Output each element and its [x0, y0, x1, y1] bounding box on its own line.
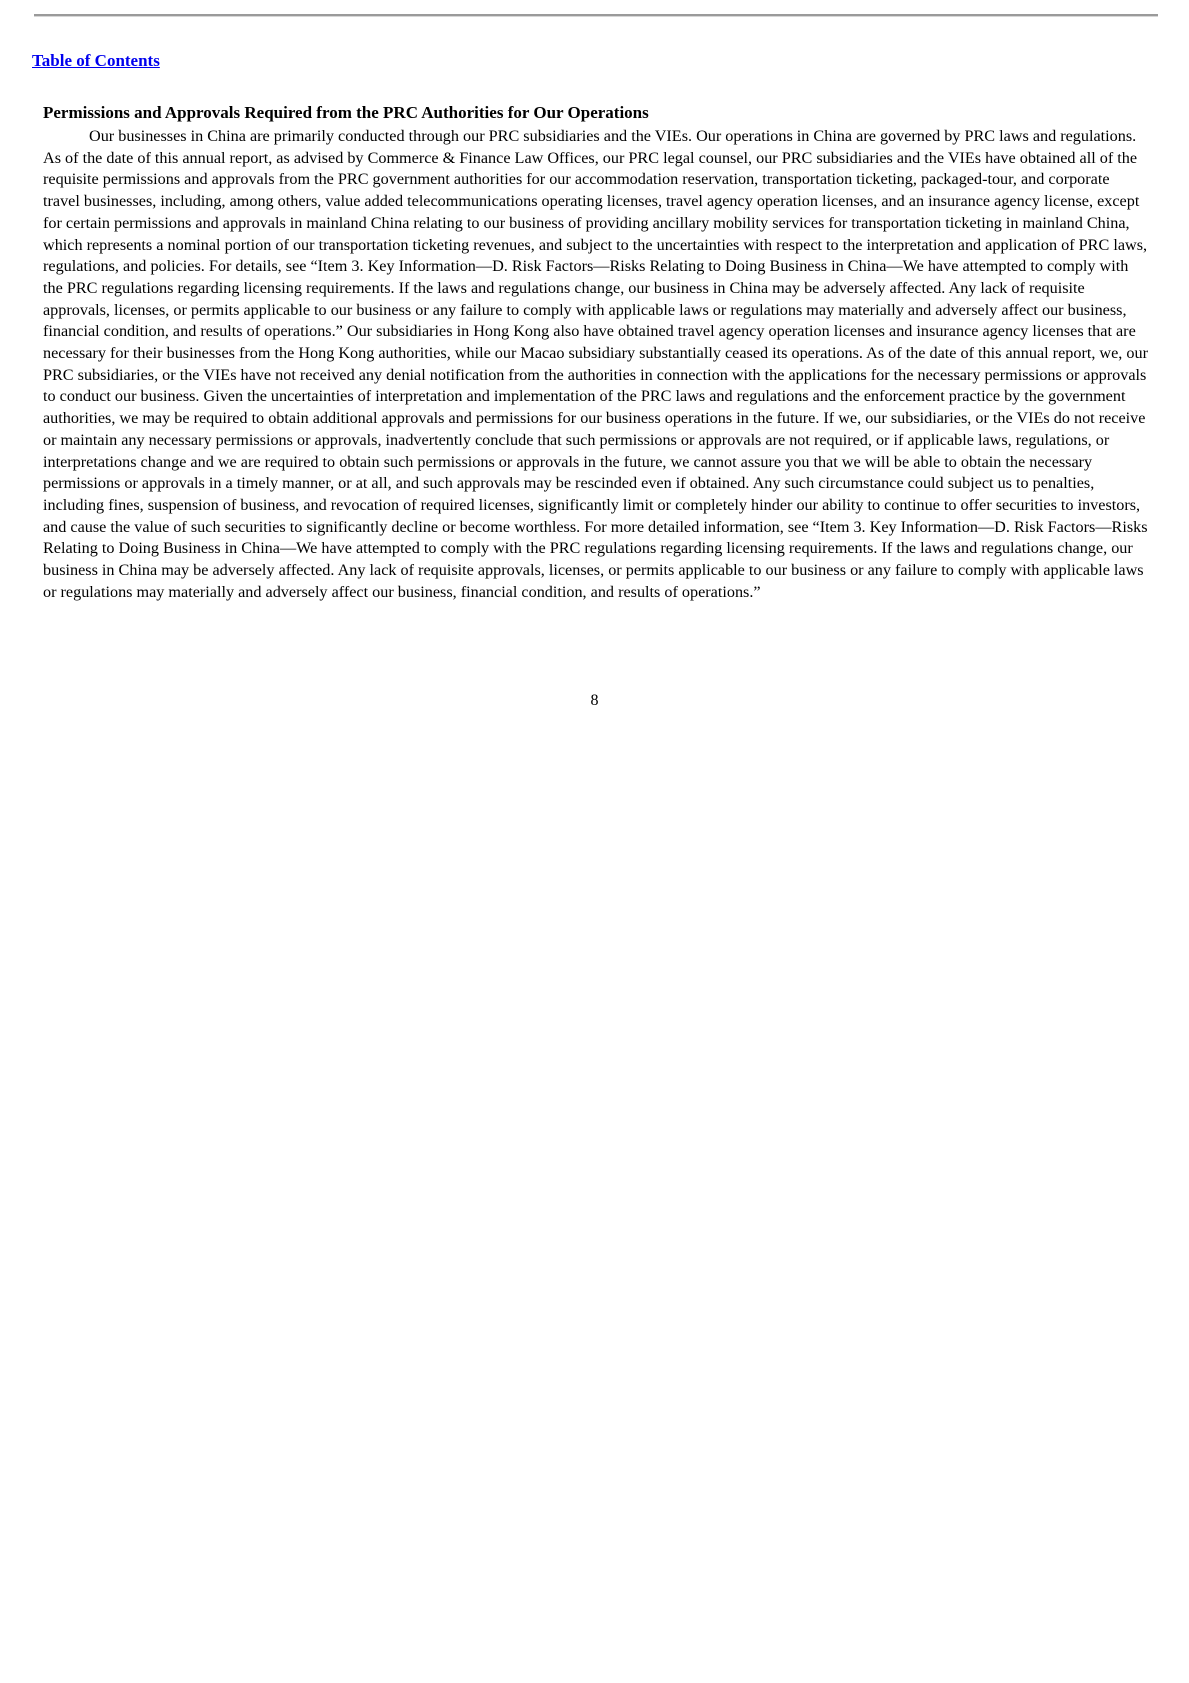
page-number: 8: [590, 692, 599, 709]
permissions-section: [43, 102, 1149, 603]
section-heading: Permissions and Approvals Required from the PRC Authorities for Our Operations: [43, 103, 649, 122]
table-of-contents-link[interactable]: Table of Contents: [32, 51, 160, 70]
section-paragraph: Our businesses in China are primarily conducted through our PRC subsidiaries and the VIEs. Our operations in China are governed by PRC laws and regulations. As of the date of this annual report, as advised by Commerce & Finance Law Offices, our PRC legal counsel, our PRC subsidiaries and the VIEs have obtained all of the requisite permissions and approvals from the PRC government authorities for our accommodation reservation, transportation ticketing, packaged-tour, and corporate travel businesses, including, among others, value added telecommunications operating licenses, travel agency operation licenses, and an insurance agency license, except for certain permissions and approvals in mainland China relating to our business of providing ancillary mobility services for transportation ticketing in mainland China, which represents a nominal portion of our transportation ticketing revenues, and subject to the uncertainties with respect to the interpretation and application of PRC laws, regulations, and policies. For details, see “Item 3. Key Information—D. Risk Factors—Risks Relating to Doing Business in China—We have attempted to comply with the PRC regulations regarding licensing requirements. If the laws and regulations change, our business in China may be adversely affected. Any lack of requisite approvals, licenses, or permits applicable to our business or any failure to comply with applicable laws or regulations may materially and adversely affect our business, financial condition, and results of operations.” Our subsidiaries in Hong Kong also have obtained travel agency operation licenses and insurance agency licenses that are necessary for their businesses from the Hong Kong authorities, while our Macao subsidiary substantially ceased its operations. As of the date of this annual report, we, our PRC subsidiaries, or the VIEs have not received any denial notification from the authorities in connection with the applications for the necessary permissions or approvals to conduct our business. Given the uncertainties of interpretation and implementation of the PRC laws and regulations and the enforcement practice by the government authorities, we may be required to obtain additional approvals and permissions for our business operations in the future. If we, our subsidiaries, or the VIEs do not receive or maintain any necessary permissions or approvals, inadvertently conclude that such permissions or approvals are not required, or if applicable laws, regulations, or interpretations change and we are required to obtain such permissions or approvals in the future, we cannot assure you that we will be able to obtain the necessary permissions or approvals in a timely manner, or at all, and such approvals may be rescinded even if obtained. Any such circumstance could subject us to penalties, including fines, suspension of business, and revocation of required licenses, significantly limit or completely hinder our ability to continue to offer securities to investors, and cause the value of such securities to significantly decline or become worthless. For more detailed information, see “Item 3. Key Information—D. Risk Factors—Risks Relating to Doing Business in China—We have attempted to comply with the PRC regulations regarding licensing requirements. If the laws and regulations change, our business in China may be adversely affected. Any lack of requisite approvals, licenses, or permits applicable to our business or any failure to comply with applicable laws or regulations may materially and adversely affect our business, financial condition, and results of operations.”: [43, 127, 1148, 601]
header-divider: [34, 14, 1158, 17]
